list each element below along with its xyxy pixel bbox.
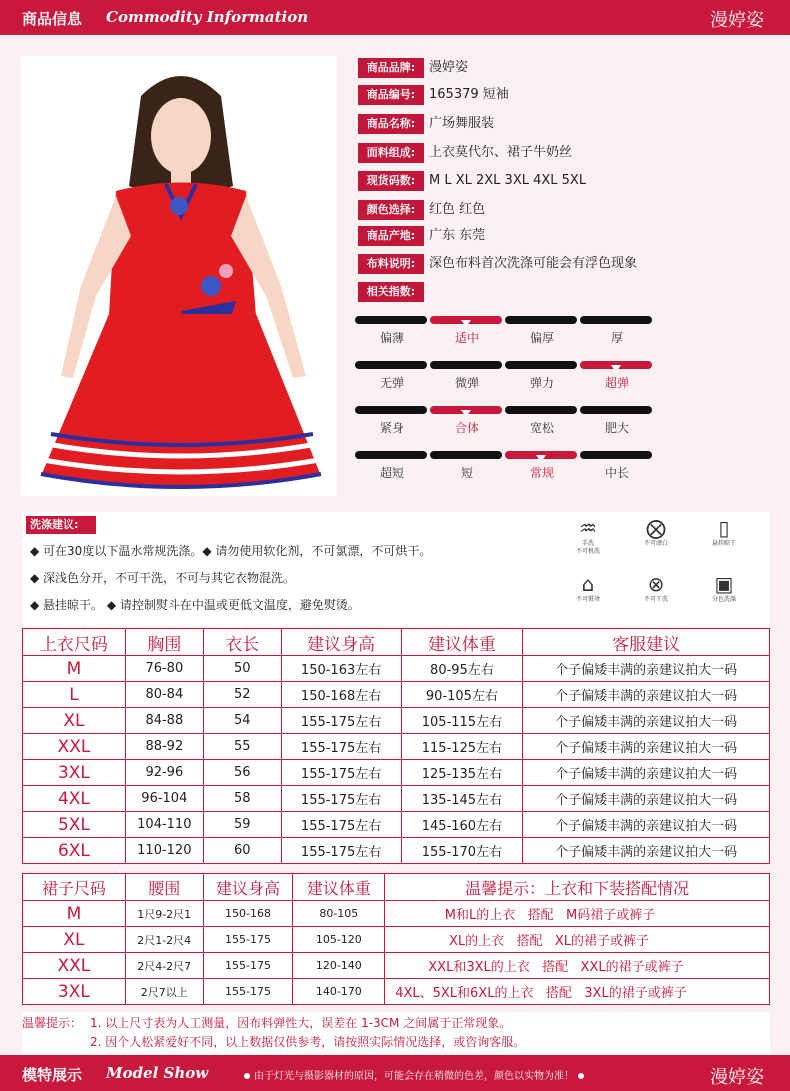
table-cell: 55 [203,734,281,760]
size-cell: 3XL [23,760,126,786]
col-header: 腰围 [125,874,203,901]
no-dry-clean-icon: ⊗ 不可干洗 [643,572,668,603]
header-title-cn: 商品信息 [22,10,83,28]
index-label: 常规 [529,466,554,480]
attr-key: 面料组成: [358,143,424,163]
attr-value: 165379 短袖 [429,87,509,102]
table-row [23,953,770,979]
table-row [23,656,770,682]
washing-line: ◆ 悬挂晾干。 ◆ 请控制熨斗在中温或更低文温度，避免熨烫。 [30,598,360,612]
hand-wash-icon: ♒ 手洗 不可机洗 [575,516,600,555]
model-illustration [21,56,337,496]
attr-value: 漫婷姿 [429,60,469,75]
table-cell: 155-175左右 [281,786,401,812]
attr-value: M L XL 2XL 3XL 4XL 5XL [429,173,587,188]
table-cell: 56 [203,760,281,786]
notice-label: 温馨提示： [22,1016,83,1030]
washing-line: ◆ 深浅色分开，不可干洗，不可与其它衣物混洗。 [30,571,296,585]
index-label: 厚 [610,331,623,345]
table-cell: 52 [203,682,281,708]
table-row [23,682,770,708]
table-header-row [23,629,770,656]
size-cell: 6XL [23,838,126,864]
index-length [355,451,655,487]
table-cell: 115-125左右 [401,734,523,760]
table-cell: 150-163左右 [281,656,401,682]
table-cell: 个子偏矮丰满的亲建议拍大一码 [523,682,770,708]
attr-fabric-note [358,254,778,275]
attr-origin [358,226,778,247]
washing-panel [22,512,770,626]
selected-marker-icon [536,455,546,462]
table-cell: 104-110 [125,812,203,838]
index-label: 肥大 [604,421,629,435]
footer-title-en: Model Show [106,1064,209,1082]
index-segment [430,451,502,459]
attr-value: 广东 东莞 [429,228,486,243]
size-cell: M [23,901,126,927]
no-bleach-icon: ⨂ 不可漂白 [643,516,668,547]
table-cell: 2尺7以上 [125,979,203,1005]
index-segment [355,451,427,459]
table-cell: 155-175左右 [281,708,401,734]
col-header: 裙子尺码 [23,874,126,901]
top-size-table [22,628,770,864]
attr-product-name [358,114,778,135]
col-header: 建议身高 [281,629,401,656]
selected-marker-icon [461,410,471,417]
table-cell: 105-115左右 [401,708,523,734]
header-title-en: Commodity Information [106,8,309,26]
index-label: 超弹 [604,376,629,390]
index-label: 无弹 [379,376,404,390]
table-row [23,979,770,1005]
model-photo [21,56,337,496]
index-label: 短 [460,466,473,480]
attr-item-number [358,85,778,106]
table-cell: 60 [203,838,281,864]
index-label: 合体 [454,421,479,435]
attr-value: 广场舞服装 [429,116,495,131]
attr-value: 深色布料首次洗涤可能会有浮色现象 [429,256,638,271]
col-header: 上衣尺码 [23,629,126,656]
index-label: 适中 [454,331,479,345]
table-cell: 155-175 [203,953,293,979]
attr-key: 商品编号: [358,85,424,105]
table-cell: 2尺4-2尺7 [125,953,203,979]
skirt-size-table [22,873,770,1005]
table-cell: 个子偏矮丰满的亲建议拍大一码 [523,760,770,786]
notice-line: 2. 因个人松紧爱好不同，以上数据仅供参考，请按照实际情况选择，或咨询客服。 [90,1035,526,1049]
col-header: 温馨提示：上衣和下装搭配情况 [385,874,770,901]
attr-key: 商品品牌: [358,58,424,78]
index-elasticity [355,361,655,397]
index-label: 中长 [604,466,629,480]
index-segment [355,316,427,324]
table-cell: 96-104 [125,786,203,812]
table-cell: 92-96 [125,760,203,786]
table-cell: 58 [203,786,281,812]
index-label: 紧身 [379,421,404,435]
table-cell: 135-145左右 [401,786,523,812]
footer-title-cn: 模特展示 [22,1066,83,1084]
footer-message-text: 由于灯光与摄影器材的原因，可能会存在稍微的色差，颜色以实物为准！ [254,1071,574,1082]
col-header: 建议体重 [401,629,523,656]
table-cell: 4XL、5XL和6XL的上衣 搭配 3XL的裙子或裤子 [385,979,770,1005]
size-cell: L [23,682,126,708]
index-segment [505,316,577,324]
table-cell: 155-175左右 [281,760,401,786]
index-segment [505,361,577,369]
col-header: 胸围 [125,629,203,656]
index-segment [355,406,427,414]
table-cell: 个子偏矮丰满的亲建议拍大一码 [523,838,770,864]
table-cell: 个子偏矮丰满的亲建议拍大一码 [523,786,770,812]
attr-fabric [358,143,778,164]
size-cell: XXL [23,734,126,760]
table-cell: XXL和3XL的上衣 搭配 XXL的裙子或裤子 [385,953,770,979]
col-header: 建议身高 [203,874,293,901]
table-cell: 155-175 [203,927,293,953]
notice-line: 1. 以上尺寸表为人工测量，因布料弹性大，误差在 1-3CM 之间属于正常现象。 [90,1016,512,1030]
table-cell: 个子偏矮丰满的亲建议拍大一码 [523,734,770,760]
footer-bar [0,1055,790,1091]
header-bar [0,0,790,35]
table-row [23,760,770,786]
table-cell: 90-105左右 [401,682,523,708]
table-cell: 155-175 [203,979,293,1005]
table-cell: 84-88 [125,708,203,734]
index-thickness [355,316,655,352]
care-icons [560,516,760,622]
table-cell: 76-80 [125,656,203,682]
size-cell: 4XL [23,786,126,812]
size-cell: M [23,656,126,682]
attr-key: 商品产地: [358,226,424,246]
index-segment [580,451,652,459]
attr-key: 现货码数: [358,171,424,191]
table-cell: XL的上衣 搭配 XL的裙子或裤子 [385,927,770,953]
size-cell: XL [23,927,126,953]
table-row [23,812,770,838]
table-cell: 54 [203,708,281,734]
footer-brand: 漫婷姿 [710,1067,764,1088]
selected-marker-icon [461,320,471,327]
table-cell: 个子偏矮丰满的亲建议拍大一码 [523,708,770,734]
washing-tag: 洗涤建议: [26,516,96,534]
table-row [23,927,770,953]
table-cell: 125-135左右 [401,760,523,786]
index-label: 弹力 [529,376,554,390]
index-segment [580,406,652,414]
col-header: 衣长 [203,629,281,656]
col-header: 建议体重 [293,874,385,901]
table-cell: 155-175左右 [281,734,401,760]
index-segment [580,316,652,324]
table-cell: 1尺9-2尺1 [125,901,203,927]
table-cell: 155-170左右 [401,838,523,864]
separate-wash-icon: ▣ 分色洗涤 [711,572,736,603]
index-fit [355,406,655,442]
table-row [23,734,770,760]
table-cell: M和L的上衣 搭配 M码裙子或裤子 [385,901,770,927]
attr-sizes [358,171,778,192]
size-cell: 5XL [23,812,126,838]
washing-line: ◆ 可在30度以下温水常规洗涤。◆ 请勿使用软化剂，不可氯漂，不可烘干。 [30,544,432,558]
index-label: 偏薄 [379,331,404,345]
table-cell: 145-160左右 [401,812,523,838]
bullet-icon [578,1073,584,1079]
size-cell: XXL [23,953,126,979]
header-brand: 漫婷姿 [710,10,764,31]
table-row [23,901,770,927]
table-row [23,708,770,734]
notice-box [22,1012,770,1054]
bullet-icon [244,1073,250,1079]
table-cell: 50 [203,656,281,682]
attr-key: 颜色选择: [358,200,424,220]
index-segment [430,361,502,369]
table-cell: 105-120 [293,927,385,953]
table-cell: 80-105 [293,901,385,927]
index-label: 偏厚 [529,331,554,345]
attr-colors [358,200,778,221]
attr-brand [358,58,778,79]
index-label: 超短 [379,466,404,480]
footer-message [240,1067,588,1082]
table-cell: 个子偏矮丰满的亲建议拍大一码 [523,656,770,682]
attr-indices [358,282,778,303]
table-row [23,838,770,864]
size-cell: 3XL [23,979,126,1005]
no-iron-icon: ⌂ 不可熨烫 [575,572,600,603]
table-cell: 155-175左右 [281,812,401,838]
table-cell: 2尺1-2尺4 [125,927,203,953]
hang-dry-icon: ▯ 悬挂晾干 [711,516,736,547]
table-cell: 80-84 [125,682,203,708]
attr-key: 相关指数: [358,282,424,302]
selected-marker-icon [611,365,621,372]
index-segment [505,406,577,414]
table-cell: 88-92 [125,734,203,760]
table-cell: 155-175左右 [281,838,401,864]
table-cell: 个子偏矮丰满的亲建议拍大一码 [523,812,770,838]
index-segment [355,361,427,369]
attr-key: 布料说明: [358,254,424,274]
attr-value: 红色 红色 [429,202,486,217]
table-cell: 150-168左右 [281,682,401,708]
table-header-row [23,874,770,901]
attr-key: 商品名称: [358,114,424,134]
table-cell: 110-120 [125,838,203,864]
attr-value: 上衣莫代尔、裙子牛奶丝 [429,145,573,160]
table-cell: 140-170 [293,979,385,1005]
table-cell: 120-140 [293,953,385,979]
table-cell: 80-95左右 [401,656,523,682]
table-row [23,786,770,812]
col-header: 客服建议 [523,629,770,656]
table-cell: 150-168 [203,901,293,927]
table-cell: 59 [203,812,281,838]
size-cell: XL [23,708,126,734]
index-label: 宽松 [529,421,554,435]
index-label: 微弹 [454,376,479,390]
